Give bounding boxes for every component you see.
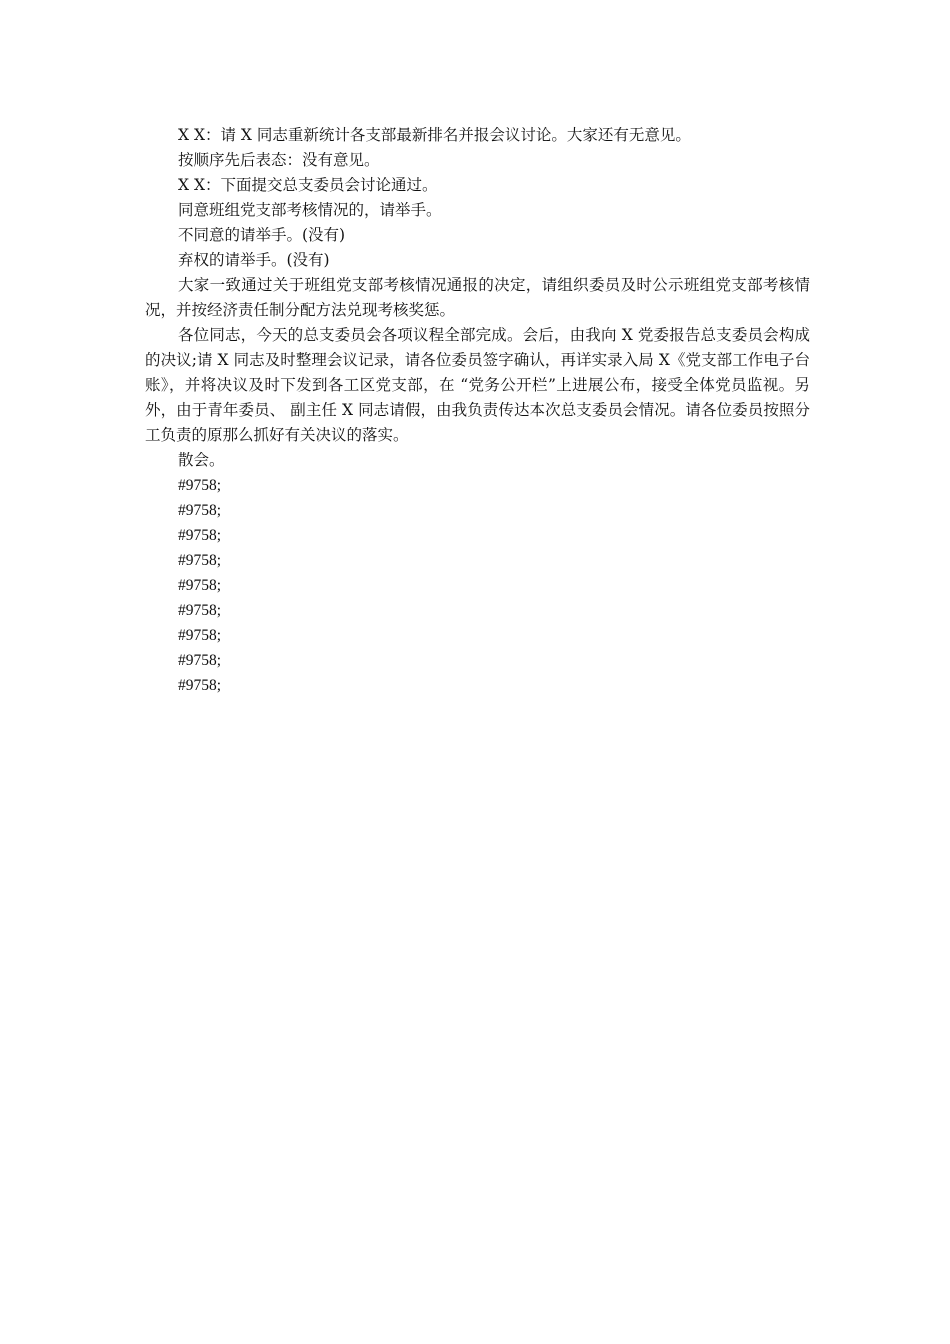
paragraph-3: X X：下面提交总支委员会讨论通过。 — [178, 176, 438, 194]
marker-line-8: #9758; — [178, 652, 222, 669]
marker-line-3: #9758; — [178, 527, 222, 544]
paragraph-4: 同意班组党支部考核情况的，请举手。 — [178, 201, 442, 219]
marker-line-6: #9758; — [178, 602, 222, 619]
paragraph-5: 不同意的请举手。(没有) — [178, 226, 346, 244]
marker-line-5: #9758; — [178, 577, 222, 594]
marker-line-2: #9758; — [178, 502, 222, 519]
paragraph-9: 散会。 — [178, 451, 225, 469]
paragraph-8: 各位同志，今天的总支委员会各项议程全部完成。会后，由我向 X 党委报告总支委员会构成的决议;请 X 同志及时整理会议记录，请各位委员签字确认，再详实录入局 X《党支部工作电子台账》，并将决议及时下发到各工区党支部，在 “党务公开栏”上进展公布，接受全体党员监视。另外，由于青年委员、 副主任 X 同志请假，由我负责传达本次总支委员会情况。请各位委员按照分工负责的原那么抓好有关决议的落实。 — [145, 326, 810, 444]
marker-line-9: #9758; — [178, 677, 222, 694]
paragraph-1: X X：请 X 同志重新统计各支部最新排名并报会议讨论。大家还有无意见。 — [178, 126, 691, 144]
document-body — [145, 123, 810, 698]
marker-line-7: #9758; — [178, 627, 222, 644]
marker-line-4: #9758; — [178, 552, 222, 569]
paragraph-6: 弃权的请举手。(没有) — [178, 251, 330, 269]
marker-line-1: #9758; — [178, 477, 222, 494]
paragraph-2: 按顺序先后表态：没有意见。 — [178, 151, 380, 169]
paragraph-7: 大家一致通过关于班组党支部考核情况通报的决定，请组织委员及时公示班组党支部考核情况，并按经济责任制分配方法兑现考核奖惩。 — [145, 276, 810, 319]
